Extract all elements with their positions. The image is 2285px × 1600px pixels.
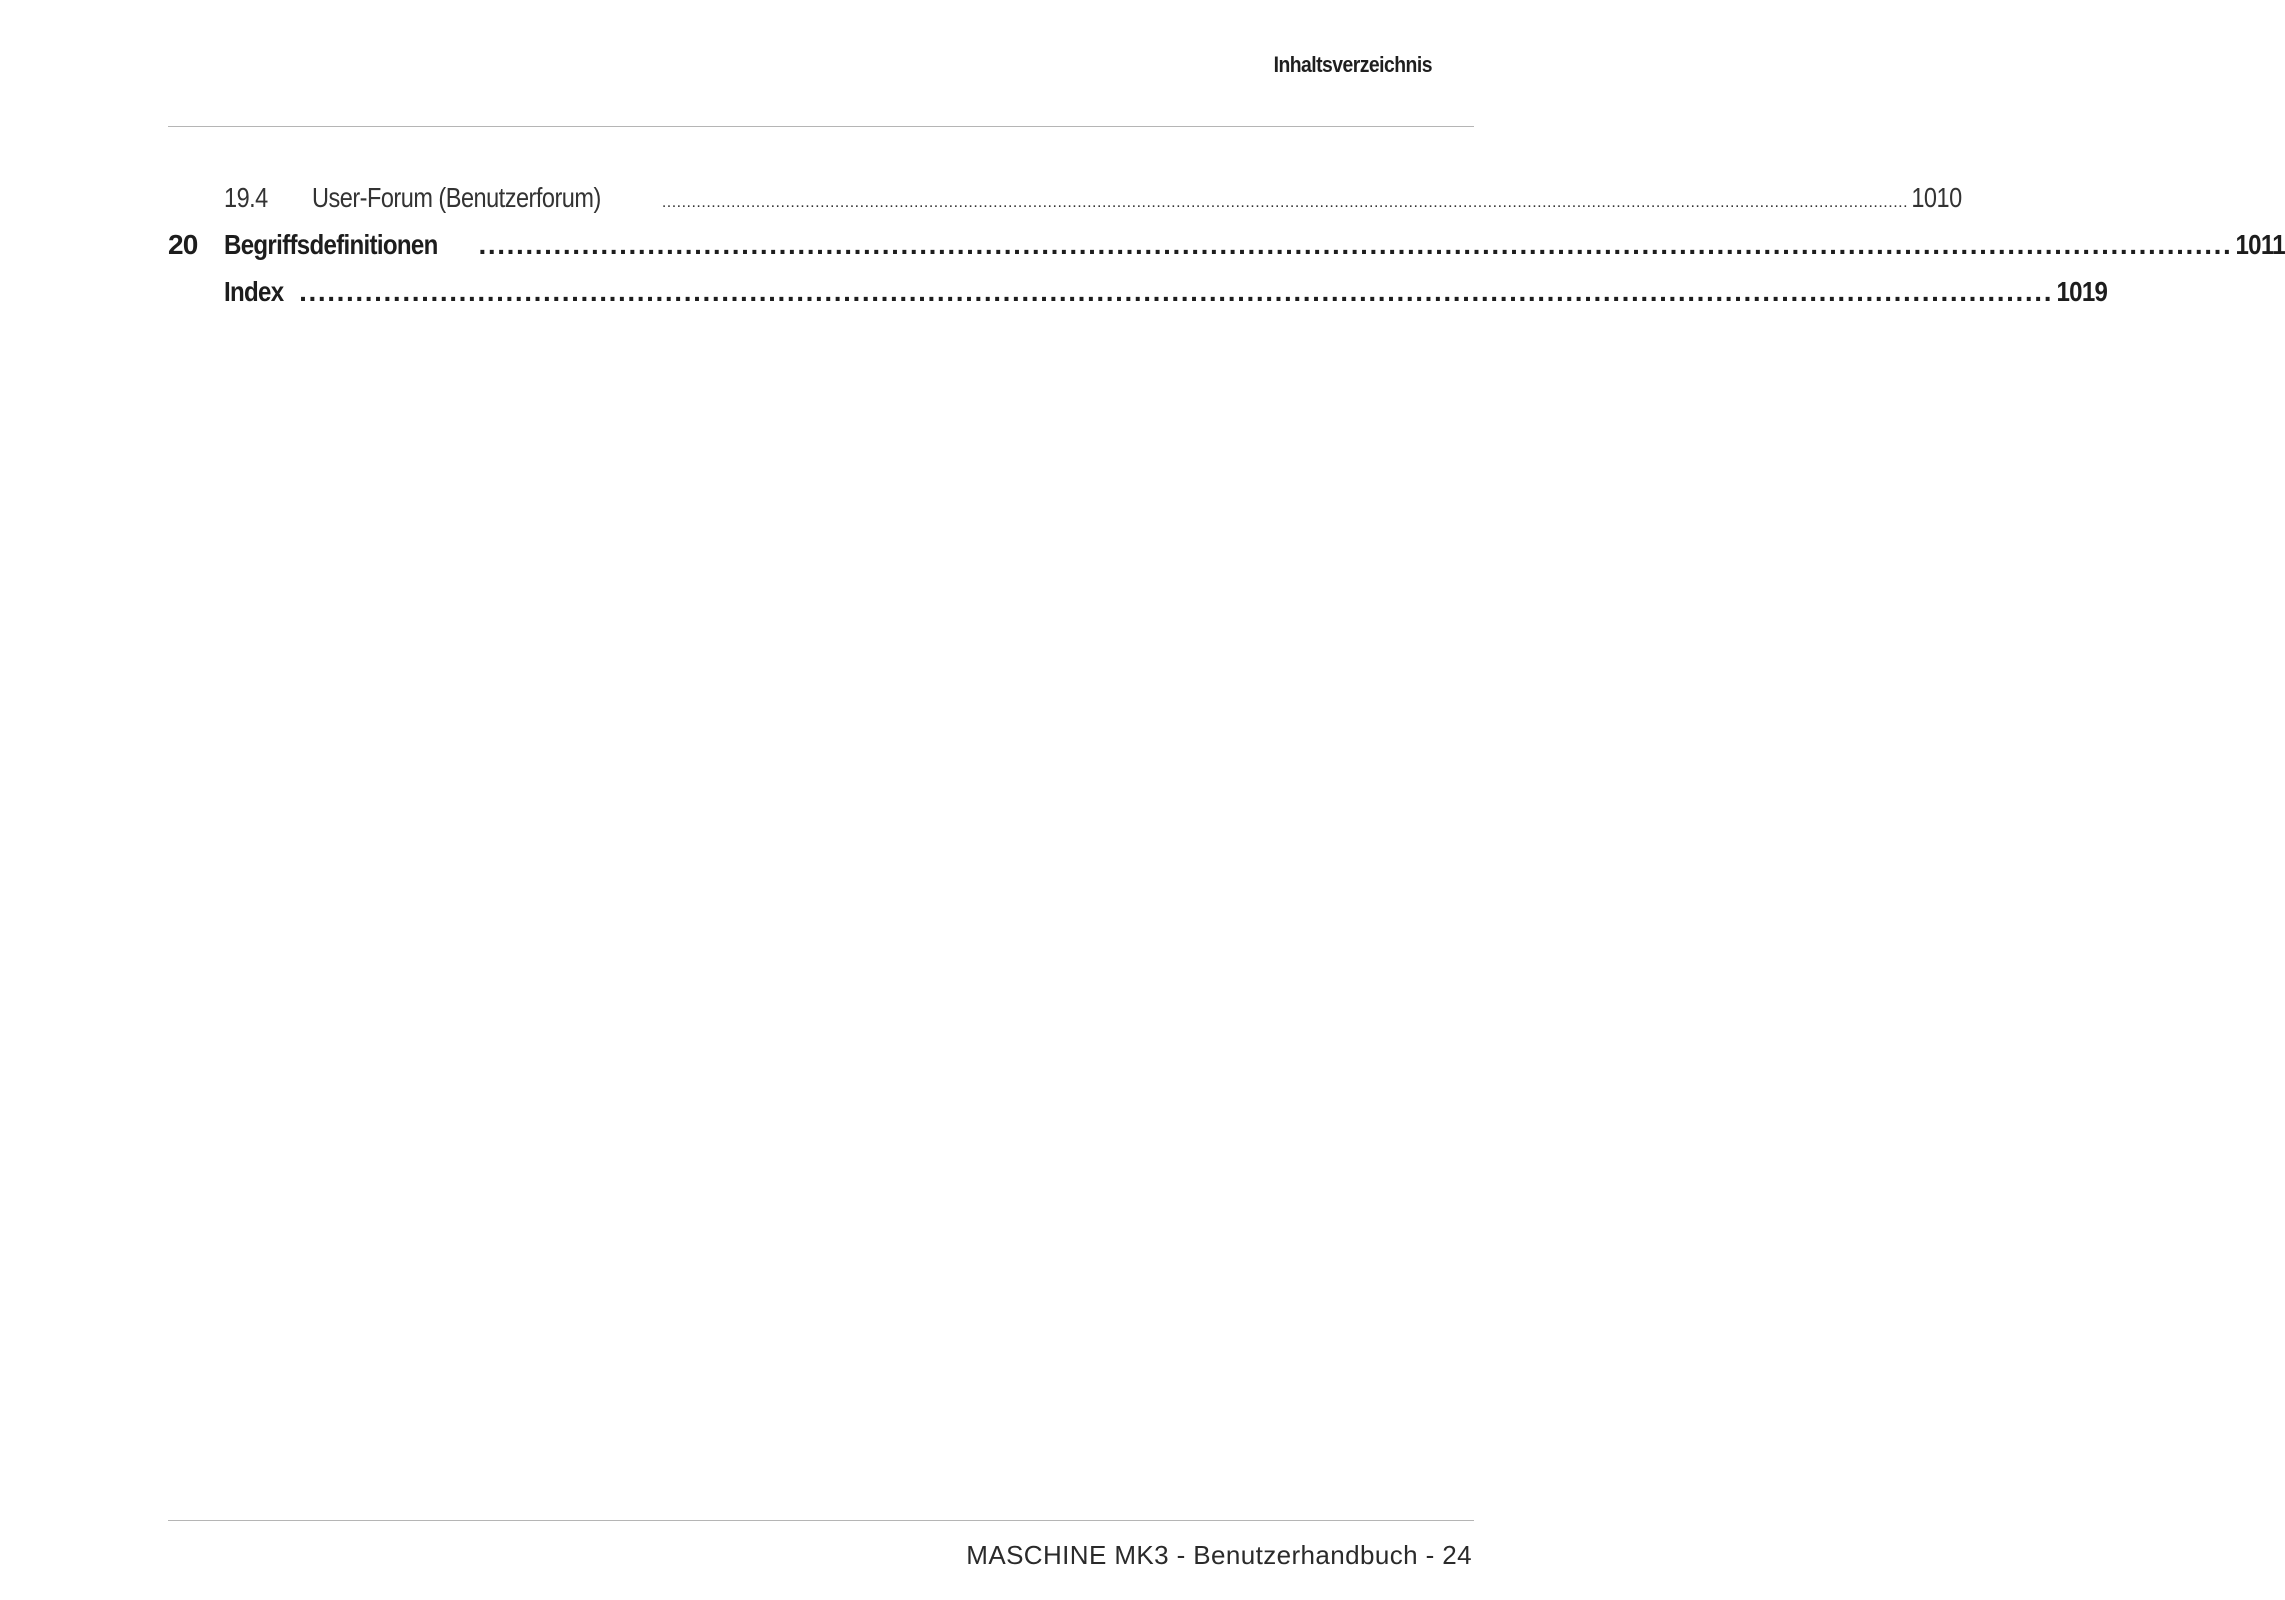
toc-leader-dots: ........................................................................................................................................................................................... <box>299 276 2054 307</box>
toc-entry[interactable] <box>168 180 1962 227</box>
page-header-title: Inhaltsverzeichnis <box>1273 52 1432 77</box>
toc-leader-dots: ............................................................................................................................................................................................................................................................ <box>661 194 1909 211</box>
toc-leader-dots: ........................................................................................................................................................................................... <box>478 229 2233 260</box>
toc-entry-title: User-Forum (Benutzerforum) <box>312 182 601 213</box>
header-divider <box>168 126 1474 127</box>
page-footer: MASCHINE MK3 - Benutzerhandbuch - 24 <box>966 1540 1472 1570</box>
toc-entry[interactable] <box>168 274 2108 321</box>
toc-entry-page: 1011 <box>2235 229 2285 260</box>
toc-entry-number: 19.4 <box>224 182 268 213</box>
toc-entry-number: 20 <box>168 229 198 260</box>
footer-divider <box>168 1520 1474 1521</box>
toc-entry[interactable] <box>168 227 2285 274</box>
toc-entry-title: Begriffsdefinitionen <box>224 229 438 260</box>
table-of-contents <box>168 180 2285 321</box>
toc-entry-page: 1010 <box>1911 182 1962 213</box>
toc-entry-title: Index <box>224 276 284 307</box>
toc-entry-page: 1019 <box>2056 276 2108 307</box>
